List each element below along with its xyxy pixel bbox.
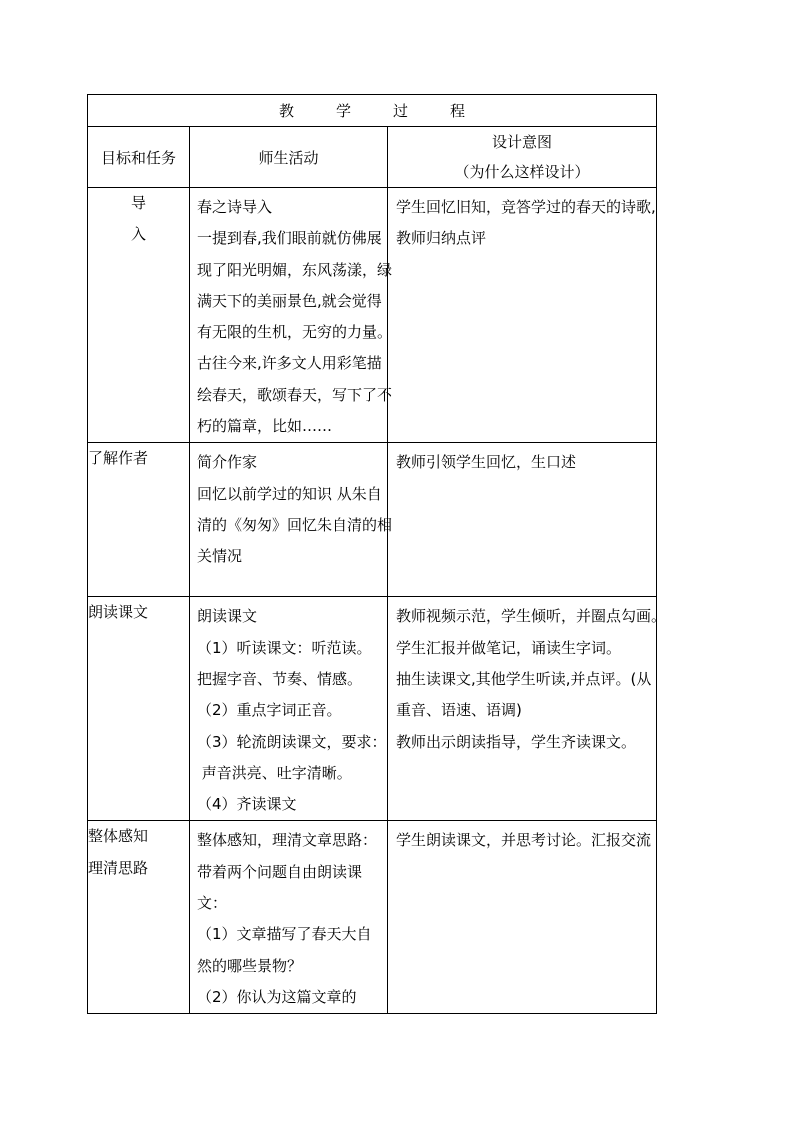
design-cell: 教师视频示范，学生倾听，并圈点勾画。 学生汇报并做笔记，诵读生字词。 抽生读课文,其他学生听读,并点评。(从 重音、语速、语调) 教师出示朗读指导，学生齐读课文。 (388, 597, 657, 821)
title-char-3: 过 (393, 102, 409, 120)
header-goal: 目标和任务 (88, 127, 190, 188)
header-activity: 师生活动 (190, 127, 388, 188)
header-design (388, 127, 657, 188)
header-design-line1: 设计意图 (492, 133, 553, 151)
activity-cell: 朗读课文 （1）听读课文：听范读。 把握字音、节奏、情感。 （2）重点字词正音。 （3）轮流朗读课文，要求： 声音洪亮、吐字清晰。 （4）齐读课文 (190, 597, 388, 821)
activity-cell: 简介作家 回忆以前学过的知识 从朱自 清的《匆匆》回忆朱自清的相 关情况 (190, 443, 388, 597)
table-row (88, 443, 657, 597)
goal-cell: 了解作者 (88, 443, 190, 597)
title-char-1: 教 (278, 102, 294, 120)
title-char-2: 学 (336, 102, 352, 120)
goal-cell: 导 入 (88, 188, 190, 443)
lesson-process-table (87, 94, 667, 1014)
table-title (88, 95, 657, 127)
table-row (88, 821, 657, 1014)
design-cell: 学生回忆旧知，竞答学过的春天的诗歌, 教师归纳点评 (388, 188, 657, 443)
table-row (88, 597, 657, 821)
title-char-4: 程 (450, 102, 466, 120)
goal-cell: 朗读课文 (88, 597, 190, 821)
activity-cell: 整体感知，理清文章思路： 带着两个问题自由朗读课 文： （1）文章描写了春天大自 然的哪些景物？ （2）你认为这篇文章的 (190, 821, 388, 1014)
header-design-line2: （为什么这样设计） (454, 163, 590, 181)
goal-cell: 整体感知 理清思路 (88, 821, 190, 1014)
design-cell: 学生朗读课文，并思考讨论。汇报交流 (388, 821, 657, 1014)
table-row (88, 188, 657, 443)
design-cell: 教师引领学生回忆，生口述 (388, 443, 657, 597)
activity-cell: 春之诗导入 一提到春,我们眼前就仿佛展 现了阳光明媚，东风荡漾，绿 满天下的美丽景色,就会觉得 有无限的生机，无穷的力量。 古往今来,许多文人用彩笔描 绘春天，歌颂春天，写下了不 朽的篇章，比如…… (190, 188, 388, 443)
